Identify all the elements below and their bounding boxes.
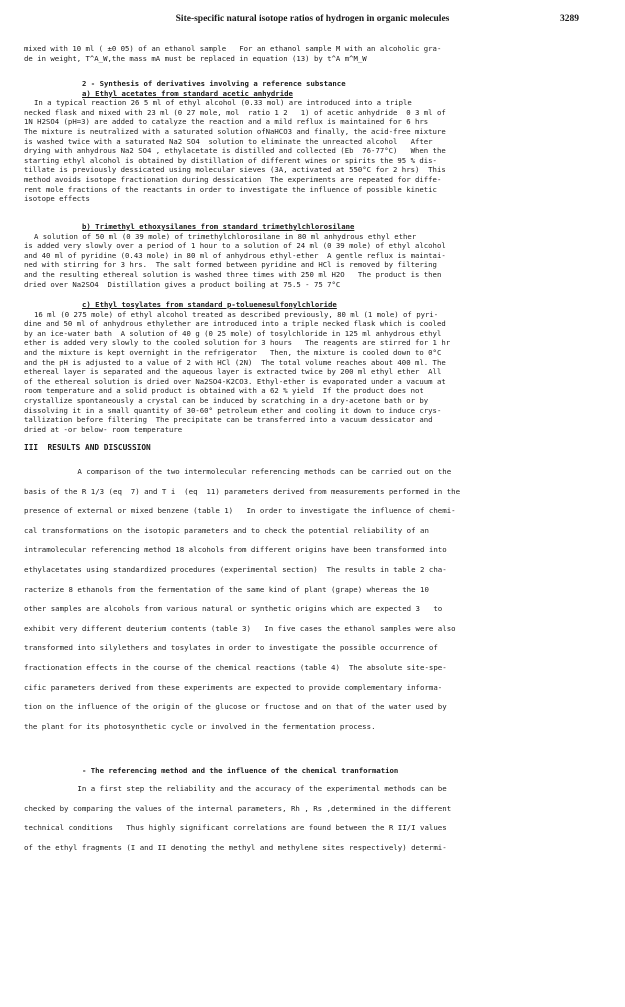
text-line: dried over Na2SO4 Distillation gives a product boiling at 75.5 - 75 7°C <box>24 279 341 289</box>
text-line: of the ethyl fragments (I and II denoting the methyl and methylene sites respectively) determi- <box>24 842 447 852</box>
text-line: starting ethyl alcohol is obtained by distillation of different wines or spirits the 95 % dis- <box>24 155 437 165</box>
text-line: cal transformations on the isotopic parameters and to check the potential reliability of an <box>24 525 429 535</box>
text-line: is washed twice with a saturated Na2 SO4 solution to eliminate the unreacted alcohol After <box>24 136 433 146</box>
text-line: crystallize spontaneously a crystal can be induced by scratching in a dry-acetone bath or by <box>24 395 429 405</box>
text-line: transformed into silylethers and tosylates in order to investigate the possible occurrence of <box>24 643 438 653</box>
text-line: technical conditions Thus highly significant correlations are found between the R II/I values <box>24 823 447 833</box>
text-line: basis of the R 1/3 (eq 7) and T i (eq 11) parameters derived from measurements performed in the <box>24 486 461 496</box>
text-line: ned with stirring for 3 hrs. The salt formed between pyridine and HCl is removed by filtering <box>24 260 437 270</box>
text-line: A comparison of the two intermolecular referencing methods can be carried out on the <box>24 467 452 476</box>
text-line: other samples are alcohols from various natural or synthetic origins which are expected 3 to <box>24 604 443 614</box>
text-line: dried at -or below- room temperature <box>24 424 183 434</box>
subsection-paragraph <box>24 779 608 857</box>
text-line: 1N H2SO4 (pH=3) are added to catalyze the reaction and a mild reflux is maintained for 6 hrs <box>24 117 429 127</box>
text-line: cific parameters derived from these experiments are expected to provide complementary informa- <box>24 682 443 692</box>
text-line: isotope effects <box>24 194 90 204</box>
text-line: room temperature and a solid product is obtained with a 62 % yield If the product does not <box>24 386 424 396</box>
text-line: A solution of 50 ml (0 39 mole) of trimethylchlorosilane in 80 ml anhydrous ethyl ether <box>34 231 417 241</box>
text-line: necked flask and mixed with 23 ml (0 27 mole, mol ratio 1 2 1) of acetic anhydride 0 3 ml of <box>24 107 446 117</box>
text-line: and the pH is adjusted to a value of 2 with HCl (2N) The total volume reaches about 400 ml. The <box>24 357 446 367</box>
text-line: and 40 ml of pyridine (0.43 mole) in 80 ml of anhydrous ethyl-ether A gentle reflux is maintai- <box>24 250 446 260</box>
text-line: and the resulting ethereal solution is washed three times with 250 ml H2O The product is then <box>24 269 442 279</box>
text-line: checked by comparing the values of the internal parameters, Rh , Rs ,determined in the different <box>24 803 452 813</box>
text-line: the plant for its photosynthetic cycle or involved in the fermentation process. <box>24 721 376 731</box>
text-line: 16 ml (0 275 mole) of ethyl alcohol treated as described previously, 80 ml (1 mole) of pyri- <box>34 309 439 319</box>
text-line: de in weight, T^A_W,the mass mA must be replaced in equation (13) by t^A m^M_W <box>24 53 367 63</box>
text-line: presence of external or mixed benzene (table 1) In order to investigate the influence of chemi- <box>24 506 456 516</box>
results-paragraph <box>24 462 608 736</box>
section-heading: III RESULTS AND DISCUSSION <box>24 443 151 452</box>
section-2b <box>24 222 608 289</box>
section-heading: 2 - Synthesis of derivatives involving a reference substance <box>82 79 346 88</box>
text-line: method avoids isotope fractionation during dessication The experiments are repeated for diffe- <box>24 174 442 184</box>
text-line: by an ice-water bath A solution of 40 g (0 25 mole) of tosylchloride in 125 ml anhydrous ethyl <box>24 328 442 338</box>
text-line: and the mixture is kept overnight in the refrigerator Then, the mixture is cooled down to 0°C <box>24 347 442 357</box>
subsection-heading-block <box>24 766 608 776</box>
intro-paragraph <box>24 44 608 63</box>
text-line: The mixture is neutralized with a saturated solution ofNaHCO3 and finally, the acid-free mixture <box>24 126 446 136</box>
text-line: tion on the influence of the origin of the glucose or fructose and on that of the water used by <box>24 702 447 712</box>
text-line: ethylacetates using standardized procedures (experimental section) The results in table 2 cha- <box>24 564 447 574</box>
text-line: In a typical reaction 26 5 ml of ethyl alcohol (0.33 mol) are introduced into a triple <box>34 98 412 108</box>
text-line: In a first step the reliability and the accuracy of the experimental methods can be <box>24 784 447 793</box>
section-2c <box>24 300 608 434</box>
text-line: ethereal layer is separated and the aqueous layer is extracted twice by 200 ml ethyl ether All <box>24 367 442 377</box>
text-line: fractionation effects in the course of the chemical reactions (table 4) The absolute site-spe- <box>24 662 447 672</box>
text-line: tillate is previously dessicated using molecular sieves (3A, activated at 550°C for 2 hrs) This <box>24 165 446 175</box>
text-line: rent mole fractions of the reactants in order to investigate the influence of possible kinetic <box>24 184 437 194</box>
text-line: racterize 8 ethanols from the fermentation of the same kind of plant (grape) whereas the 10 <box>24 584 429 594</box>
running-title: Site-specific natural isotope ratios of hydrogen in organic molecules <box>175 14 450 24</box>
text-line: exhibit very different deuterium contents (table 3) In five cases the ethanol samples were also <box>24 623 456 633</box>
text-line: dissolving it in a small quantity of 30-60° petroleum ether and cooling it down to induce crys- <box>24 405 442 415</box>
subsection-heading-b: b) Trimethyl ethoxysilanes from standard trimethylchlorosilane <box>82 222 355 231</box>
text-line: intramolecular referencing method 18 alcohols from different origins have been transformed into <box>24 545 447 555</box>
text-line: dine and 50 ml of anhydrous ethylether are introduced into a triple necked flask which is cooled <box>24 319 446 329</box>
page-number: 3289 <box>560 14 579 24</box>
text-line: is added very slowly over a period of 1 hour to a solution of 24 ml (0 39 mole) of ethyl alcohol <box>24 241 446 251</box>
text-line: ether is added very slowly to the cooled solution for 3 hours The reagents are stirred for 1 hr <box>24 338 451 348</box>
text-line: drying with anhydrous Na2 SO4 , ethylacetate is distilled and collected (Eb 76-77°C) When the <box>24 146 446 156</box>
text-line: of the ethereal solution is dried over Na2SO4-K2CO3. Ethyl-ether is evaporated under a vacuum at <box>24 376 446 386</box>
section-3-heading-block <box>24 443 608 453</box>
section-2 <box>24 79 608 204</box>
subsection-heading-a: a) Ethyl acetates from standard acetic anhydride <box>82 88 293 98</box>
subsection-heading: - The referencing method and the influence of the chemical tranformation <box>82 766 399 775</box>
subsection-heading-c: c) Ethyl tosylates from standard p-toluenesulfonylchloride <box>82 300 337 309</box>
text-line: mixed with 10 ml ( ±0 05) of an ethanol sample For an ethanol sample M with an alcoholic gra- <box>24 44 442 53</box>
text-line: tallization before filtering The precipitate can be transferred into a vacuum dessicator and <box>24 415 433 425</box>
